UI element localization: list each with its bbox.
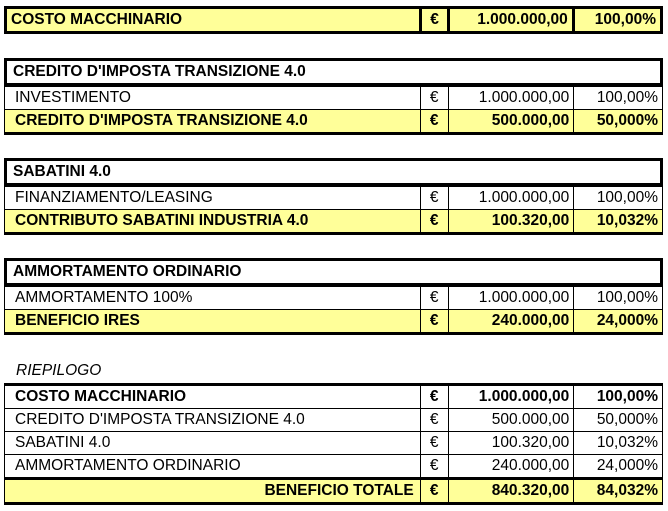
row-label: CONTRIBUTO SABATINI INDUSTRIA 4.0 [15, 212, 309, 230]
credito-header [4, 58, 663, 86]
row-label: AMMORTAMENTO 100% [15, 289, 193, 307]
ammortamento-row-ires [4, 309, 663, 335]
sabatini-row-contributo [4, 209, 663, 235]
costo-macchinario-row [4, 6, 663, 34]
percentage: 100,00% [573, 386, 662, 408]
amount: 500.000,00 [448, 110, 574, 132]
riepilogo-row-credito [4, 408, 663, 432]
percentage: 24,000% [573, 310, 662, 332]
amount: 100.320,00 [448, 210, 574, 232]
credito-row-investimento [4, 86, 663, 110]
amount: 840.320,00 [448, 480, 574, 502]
percentage: 10,032% [573, 210, 662, 232]
percentage: 100,00% [573, 287, 662, 309]
sabatini-header [4, 158, 663, 186]
amount: 500.000,00 [448, 409, 574, 431]
riepilogo-title: RIEPILOGO [16, 362, 102, 379]
row-label: BENEFICIO TOTALE [264, 482, 414, 500]
currency-symbol: € [420, 210, 448, 232]
currency-symbol: € [420, 386, 448, 408]
amount: 1.000.000,00 [447, 9, 572, 31]
credito-row-credito [4, 109, 663, 135]
row-label: COSTO MACCHINARIO [11, 11, 183, 29]
currency-symbol: € [420, 480, 448, 502]
riepilogo-row-costo [4, 383, 663, 409]
percentage: 10,032% [573, 432, 662, 454]
riepilogo-row-sabatini [4, 431, 663, 455]
amount: 1.000.000,00 [448, 87, 574, 109]
currency-symbol: € [420, 110, 448, 132]
percentage: 100,00% [573, 187, 662, 209]
sabatini-row-finanziamento [4, 186, 663, 210]
row-label: BENEFICIO IRES [15, 312, 140, 330]
row-label: COSTO MACCHINARIO [15, 388, 187, 406]
amount: 1.000.000,00 [448, 287, 574, 309]
ammortamento-header [4, 258, 663, 286]
currency-symbol: € [420, 432, 448, 454]
percentage: 50,000% [573, 409, 662, 431]
amount: 100.320,00 [448, 432, 574, 454]
amount: 1.000.000,00 [448, 187, 574, 209]
amount: 240.000,00 [448, 455, 574, 477]
percentage: 100,00% [573, 87, 662, 109]
riepilogo-row-totale [4, 477, 663, 505]
row-label: CREDITO D'IMPOSTA TRANSIZIONE 4.0 [15, 411, 305, 429]
row-label: AMMORTAMENTO ORDINARIO [15, 457, 241, 475]
percentage: 50,000% [573, 110, 662, 132]
currency-symbol: € [420, 287, 448, 309]
percentage: 24,000% [573, 455, 662, 477]
amount: 1.000.000,00 [448, 386, 574, 408]
amount: 240.000,00 [448, 310, 574, 332]
row-label: CREDITO D'IMPOSTA TRANSIZIONE 4.0 [15, 112, 308, 130]
row-label: INVESTIMENTO [15, 89, 131, 107]
percentage: 100,00% [572, 9, 660, 31]
currency-symbol: € [420, 409, 448, 431]
currency-symbol: € [420, 87, 448, 109]
section-title: SABATINI 4.0 [13, 163, 111, 181]
section-title: CREDITO D'IMPOSTA TRANSIZIONE 4.0 [13, 63, 306, 81]
currency-symbol: € [420, 310, 448, 332]
row-label: FINANZIAMENTO/LEASING [15, 189, 213, 207]
riepilogo-row-ammortamento [4, 454, 663, 478]
currency-symbol: € [420, 187, 448, 209]
currency-symbol: € [419, 9, 447, 31]
section-title: AMMORTAMENTO ORDINARIO [13, 263, 242, 281]
percentage: 84,032% [573, 480, 662, 502]
row-label: SABATINI 4.0 [15, 434, 111, 452]
ammortamento-row-100 [4, 286, 663, 310]
currency-symbol: € [420, 455, 448, 477]
